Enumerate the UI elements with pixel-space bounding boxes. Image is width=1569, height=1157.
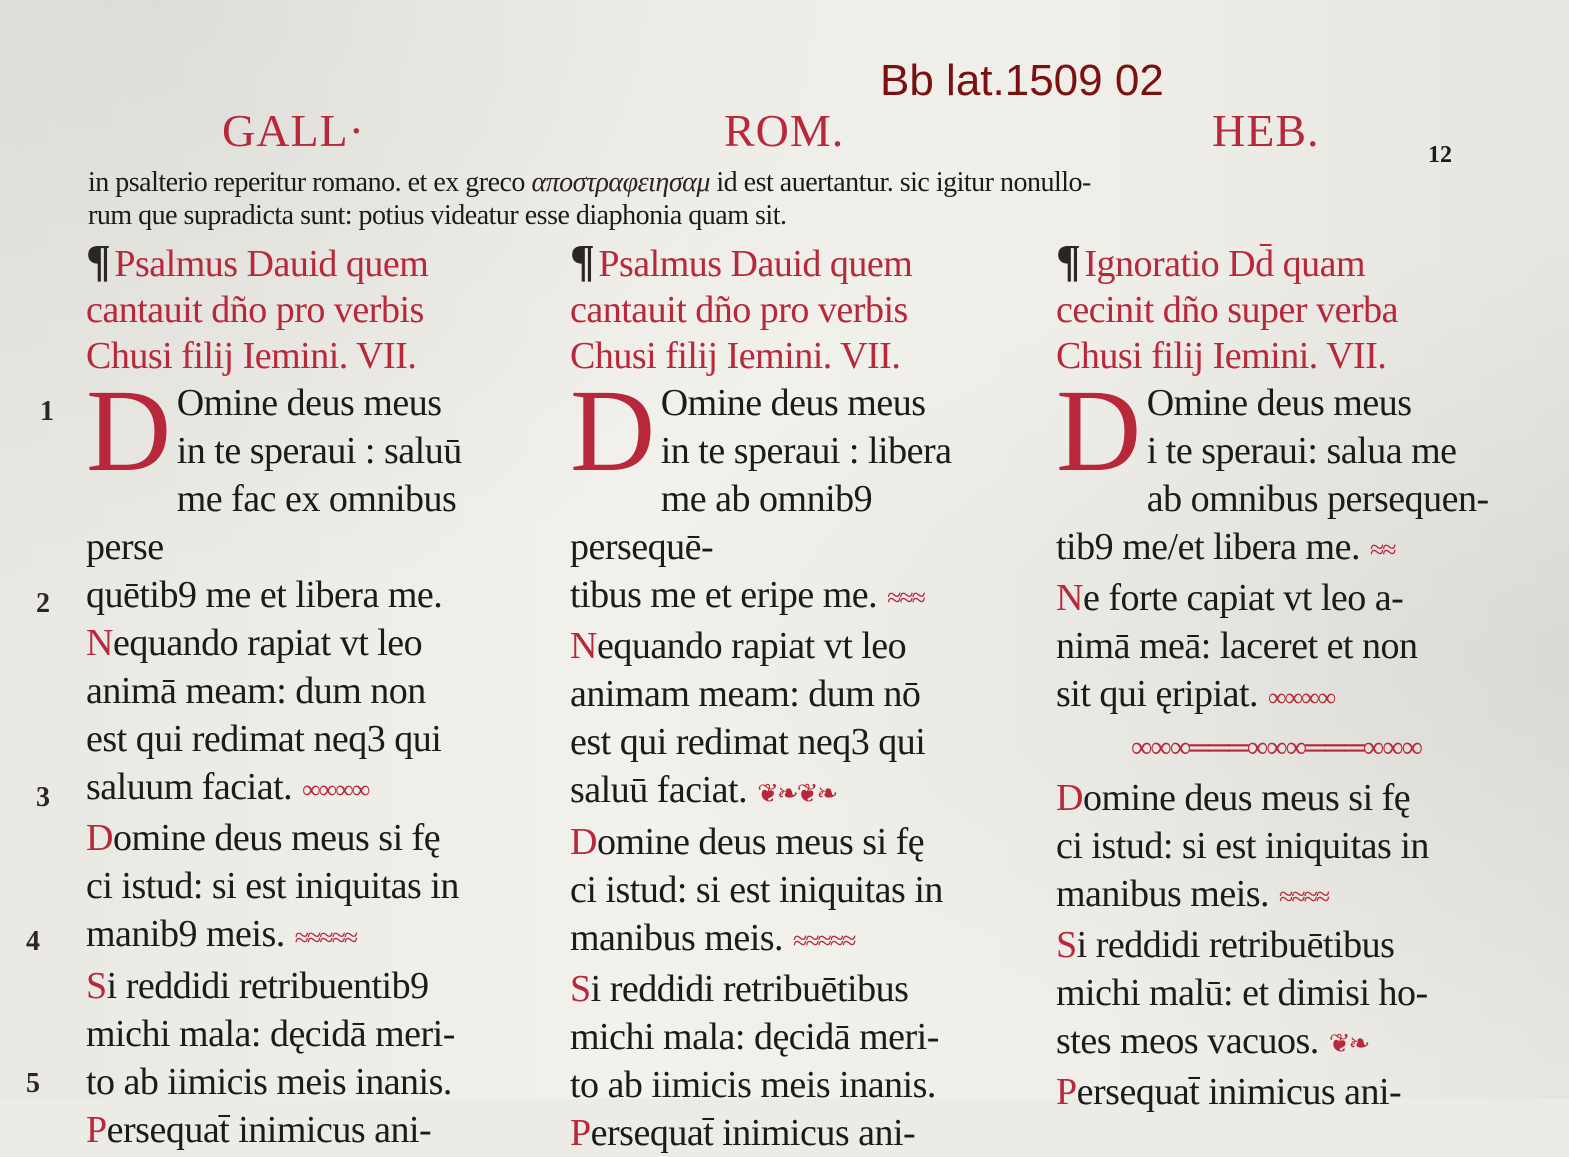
verse-line: ersequat̄ inimicus ani- [590,1111,916,1154]
verse-4 [86,962,526,1106]
verse-5 [86,1106,526,1154]
verse-4 [1056,921,1496,1068]
pilcrow-icon: ¶ [570,235,595,286]
verse-line: Omine deus meus [660,382,926,424]
verse-line: sit qui ęripiat. [1056,673,1259,716]
ornament-icon: ∞∞∞∞ [1268,682,1335,712]
title-line: Psalmus Dauid quem [598,243,913,285]
initial-letter: P [1056,1071,1077,1114]
verse-line: i te speraui: salua me [1146,430,1457,472]
verse-line: omine deus meus si fę [112,817,441,860]
verse-line: omine deus meus si fę [1082,776,1411,819]
verse-line: quētib9 me et libera me. [86,574,443,616]
verse-line: Omine deus meus [1146,382,1412,424]
verse-5 [570,1109,1010,1157]
column-rom [570,235,1010,1157]
verse-number-2: 2 [36,588,50,619]
intro-greek: αποστραφειησαμ [531,167,710,198]
initial-capital: D [86,365,171,496]
verse-line: equando rapiat vt leo [112,622,423,664]
verse-line: ci istud: si est iniquitas in [1056,824,1429,867]
header-heb: HEB. [1212,105,1320,156]
verse-3 [86,814,526,961]
psalm-title [1056,235,1496,379]
verse-line: i reddidi retribuentib9 [106,964,429,1007]
verse-line: animam meam: dum nō [570,673,921,716]
pilcrow-icon: ¶ [86,235,111,286]
title-line: Chusi filij Iemini. VII. [86,335,417,377]
verse-line: e forte capiat vt leo a- [1082,577,1404,620]
verse-line: animā meam: dum non [86,670,426,712]
verse-line: stes meos vacuos. [1056,1019,1319,1062]
initial-letter: P [86,1108,107,1151]
verse-1 [570,365,1010,622]
verse-line: michi mala: dęcidā meri- [570,1015,939,1058]
ornament-icon: ≈≈≈ [887,583,924,613]
page-number: 12 [1428,142,1452,168]
ornament-icon: ❦❧ [1328,1029,1369,1059]
verse-line: michi mala: dęcidā meri- [86,1012,455,1055]
verse-line: equando rapiat vt leo [596,625,907,668]
ornament-icon: ≈≈ [1369,535,1395,565]
intro-text [88,166,1508,232]
verse-3 [570,818,1010,965]
verse-3 [1056,774,1496,921]
initial-letter: S [570,967,591,1010]
verse-line: manib9 meis. [86,913,285,956]
initial-capital: D [570,365,655,496]
verse-line: in te speraui : libera [660,430,952,472]
verse-1 [86,365,526,619]
initial-letter: N [570,625,597,668]
verse-line: me ab omnib9 persequē- [570,478,873,568]
verse-line: ab omnibus persequen- [1146,478,1489,520]
verse-line: saluū faciat. [570,769,748,812]
verse-4 [570,965,1010,1109]
intro-line2: rum que supradicta sunt: potius videatur esse diaphonia quam sit. [88,200,787,231]
verse-line: est qui redimat neq3 qui [86,718,442,760]
verse-line: est qui redimat neq3 qui [570,721,926,764]
ornament-icon: ❦❧❦❧ [757,778,837,808]
verse-2 [570,622,1010,817]
verse-line: i reddidi retribuētibus [1076,923,1395,966]
verse-line: tib9 me/et libera me. [1056,526,1360,568]
initial-letter: S [1056,923,1077,966]
pilcrow-icon: ¶ [1056,235,1081,286]
initial-letter: S [86,964,107,1007]
verse-line: me fac ex omnibus perse [86,478,457,568]
psalm-title [570,235,1010,379]
verse-line: manibus meis. [1056,872,1270,915]
verse-line: ersequat̄ inimicus ani- [106,1108,432,1151]
ornament-icon: ≈≈≈≈≈ [793,925,855,955]
verse-line: ersequat̄ inimicus ani- [1076,1071,1402,1114]
title-line: cantauit dño pro verbis [570,289,908,331]
shelfmark-label: Bb lat.1509 02 [880,56,1164,105]
title-line: Chusi filij Iemini. VII. [1056,335,1387,377]
ornament-icon: ≈≈≈≈≈ [294,922,357,952]
verse-line: ci istud: si est iniquitas in [570,868,943,911]
initial-letter: P [570,1111,591,1154]
title-line: Ignoratio Dd̄ quam [1084,243,1365,285]
header-rom: ROM. [724,105,845,156]
verse-line: tibus me et eripe me. [570,574,878,616]
verse-number-4: 4 [26,926,40,957]
verse-line: saluum faciat. [86,766,293,808]
verse-line: omine deus meus si fę [596,820,925,863]
title-line: Psalmus Dauid quem [114,243,429,285]
initial-letter: D [1056,776,1083,819]
initial-letter: D [86,817,113,860]
title-line: cecinit dño super verba [1056,289,1398,331]
verse-line: michi malū: et dimisi ho- [1056,971,1428,1014]
verse-number-3: 3 [36,782,50,813]
ornament-band-icon: ∞∞∞═══∞∞∞═══∞∞∞ [1130,730,1421,764]
column-gall [86,235,526,1154]
ornament-icon: ≈≈≈≈ [1279,881,1329,911]
verse-line: to ab iimicis meis inanis. [86,1060,452,1103]
verse-line: Omine deus meus [176,382,442,424]
intro-line1-a: in psalterio reperitur romano. et ex greco [88,167,525,198]
initial-letter: N [86,622,113,664]
verse-1 [1056,365,1496,574]
title-line: Chusi filij Iemini. VII. [570,335,901,377]
initial-capital: D [1056,365,1141,496]
ornament-icon: ∞∞∞∞ [302,775,369,805]
verse-number-5: 5 [26,1068,40,1099]
verse-line: manibus meis. [570,916,784,959]
intro-line1-b: id est auertantur. sic igitur nonullo- [716,167,1091,198]
column-heb [1056,235,1496,1116]
initial-letter: D [570,820,597,863]
psalm-title [86,235,526,379]
verse-2 [86,619,526,814]
verse-line: i reddidi retribuētibus [590,967,909,1010]
verse-number-1: 1 [40,396,54,427]
verse-5 [1056,1068,1496,1116]
verse-line: nimā meā: laceret et non [1056,625,1418,668]
header-gall: GALL· [222,105,365,156]
verse-line: to ab iimicis meis inanis. [570,1063,936,1106]
initial-letter: N [1056,577,1083,620]
verse-line: in te speraui : saluū [176,430,462,472]
verse-2 [1056,574,1496,771]
title-line: cantauit dño pro verbis [86,289,424,331]
verse-line: ci istud: si est iniquitas in [86,865,459,908]
